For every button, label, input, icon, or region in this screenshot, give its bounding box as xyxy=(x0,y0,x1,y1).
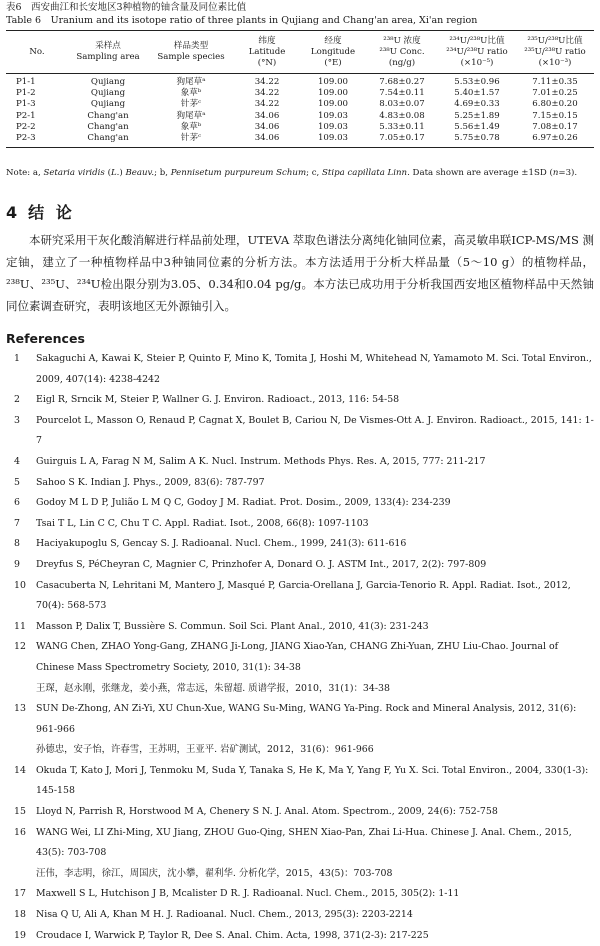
reference-citation: Nisa Q U, Ali A, Khan M H. J. Radioanal. Nucl. Chem., 2013, 295(3): 2203-2214 xyxy=(36,909,413,921)
table-row xyxy=(6,122,594,133)
table-cell: P2-1 xyxy=(16,110,36,121)
table-cell: 7.08±0.17 xyxy=(532,121,578,132)
reference-citation: WANG Chen, ZHAO Yong-Gang, ZHANG Ji-Long, JIANG Xiao-Yan, CHANG Zhi-Yuan, ZHU Liu-Chao. Journal of Chinese Mass Spectrometry Society, 2010, 31(1): 34-38 xyxy=(36,641,559,673)
table-cell: 8.03±0.07 xyxy=(379,99,425,110)
table-header-row xyxy=(6,31,594,74)
table-cell: 7.54±0.11 xyxy=(379,88,425,99)
table-row xyxy=(6,133,594,148)
table-cell: 6.80±0.20 xyxy=(532,99,578,110)
table-cell: 109.00 xyxy=(317,77,349,87)
reference-citation: Godoy M L D P, Julião L M Q C, Godoy J M. Radiat. Prot. Dosim., 2009, 133(4): 234-239 xyxy=(36,497,451,509)
reference-text xyxy=(36,802,594,823)
reference-text xyxy=(36,926,594,946)
reference-text xyxy=(36,473,594,494)
table-header-cell xyxy=(6,31,68,74)
table-cell: 109.00 xyxy=(317,88,349,99)
table-header-line: 采样点 xyxy=(95,41,121,51)
table-row xyxy=(6,74,594,89)
reference-citation: Haciyakupoglu S, Gencay S. J. Radioanal. Nucl. Chem., 1999, 241(3): 611-616 xyxy=(36,538,407,550)
table-row xyxy=(6,88,594,99)
reference-text xyxy=(36,493,594,514)
reference-citation: Guirguis L A, Farag N M, Salim A K. Nucl. Instrum. Methods Phys. Res. A, 2015, 777: 211-217 xyxy=(36,455,486,467)
reference-text xyxy=(36,823,594,885)
table-header-line: Longitude xyxy=(310,46,356,57)
table-header-line: 样品类型 xyxy=(173,41,209,51)
reference-number: 6 xyxy=(14,497,20,509)
reference-number: 14 xyxy=(14,764,26,776)
reference-item xyxy=(6,637,594,699)
table-cell: 5.40±1.57 xyxy=(454,88,500,99)
table-header-line: (ng/g) xyxy=(388,57,416,68)
reference-citation: Dreyfus S, PéCheyran C, Magnier C, Prinzhofer A, Donard O. J. ASTM Int., 2017, 2(2): 797-809 xyxy=(36,558,487,570)
reference-item xyxy=(6,576,594,617)
table-cell: Chang'an xyxy=(87,121,129,132)
table-header-line: 纬度 xyxy=(258,35,276,46)
reference-citation: Maxwell S L, Hutchison J B, Mcalister D R. J. Radioanal. Nucl. Chem., 2015, 305(2): 1-11 xyxy=(36,888,460,900)
table-header-cell xyxy=(68,31,148,74)
reference-text xyxy=(36,576,594,617)
table-header-cell xyxy=(366,31,438,74)
reference-item xyxy=(6,617,594,638)
table-cell: 5.33±0.11 xyxy=(379,121,425,132)
reference-citation: Okuda T, Kato J, Mori J, Tenmoku M, Suda Y, Tanaka S, He K, Ma Y, Yang F, Yu X. Sci. Total Environ., 2004, 330(1-3): 145-158 xyxy=(36,764,589,797)
table-cell: 7.05±0.17 xyxy=(366,133,438,148)
table-cell: 针茅ᶜ xyxy=(180,99,202,110)
reference-number: 10 xyxy=(14,579,26,591)
reference-number: 19 xyxy=(14,929,26,941)
table-cell: 5.56±1.49 xyxy=(454,121,500,132)
table-header-cell xyxy=(148,31,234,74)
references-heading: References xyxy=(6,331,85,346)
table-cell: Qujiang xyxy=(90,99,126,110)
reference-number: 17 xyxy=(14,888,26,900)
table-cell: 5.25±1.89 xyxy=(454,110,500,121)
reference-number: 5 xyxy=(14,476,20,488)
reference-number: 4 xyxy=(14,455,20,467)
reference-citation: Croudace I, Warwick P, Taylor R, Dee S. Anal. Chim. Acta, 1998, 371(2-3): 217-225 xyxy=(36,929,429,941)
table-cell: 象草ᵇ xyxy=(180,88,202,99)
reference-item xyxy=(6,514,594,535)
reference-citation: Sakaguchi A, Kawai K, Steier P, Quinto F, Mino K, Tomita J, Hoshi M, Whitehead N, Yamamoto M. Sci. Total Environ., 2009, 407(14): 4238-4242 xyxy=(36,353,592,385)
table-cell: 34.22 xyxy=(254,77,280,87)
reference-citation: Pourcelot L, Masson O, Renaud P, Cagnat X, Boulet B, Cariou N, De Vismes-Ott A. J. Environ. Radioact., 2015, 141: 1-7 xyxy=(36,414,594,447)
reference-number: 8 xyxy=(14,538,20,550)
reference-citation: Lloyd N, Parrish R, Horstwood M A, Chenery S N. J. Anal. Atom. Spectrom., 2009, 24(6): 752-758 xyxy=(36,806,498,818)
table-cell: Chang'an xyxy=(68,133,148,148)
table-cell: 象草ᵇ xyxy=(180,121,202,132)
table-cell: P1-2 xyxy=(16,88,36,99)
table-row xyxy=(6,111,594,122)
uranium-isotope-table xyxy=(6,30,594,148)
reference-number: 15 xyxy=(14,806,26,818)
table-header-line: (×10⁻⁵) xyxy=(460,57,494,68)
section-title: 结 论 xyxy=(28,203,75,222)
reference-item xyxy=(6,473,594,494)
table-header-line: (°E) xyxy=(324,57,342,68)
table-cell: 34.22 xyxy=(254,99,280,110)
table-header-cell xyxy=(234,31,300,74)
table-cell: 4.69±0.33 xyxy=(454,99,500,110)
section-heading xyxy=(6,200,83,223)
table-cell: 34.22 xyxy=(254,88,280,99)
reference-citation: SUN De-Zhong, AN Zi-Yi, XU Chun-Xue, WANG Su-Ming, WANG Ya-Ping. Rock and Mineral Analysis, 2012, 31(6): 961-966 xyxy=(36,703,577,735)
table-header-line: ²³⁸U Conc. xyxy=(379,46,425,57)
table-header-line: Sampling area xyxy=(76,52,140,62)
reference-number: 2 xyxy=(14,394,20,406)
table-cell: 109.03 xyxy=(317,110,349,121)
table-cell: P1-1 xyxy=(16,77,36,87)
reference-text xyxy=(36,514,594,535)
reference-text xyxy=(36,905,594,926)
reference-text xyxy=(36,884,594,905)
table-cell: 109.03 xyxy=(317,121,349,132)
table-header-line: (×10⁻³) xyxy=(538,57,572,68)
reference-item xyxy=(6,534,594,555)
table-body xyxy=(6,74,594,148)
reference-item xyxy=(6,802,594,823)
reference-item xyxy=(6,926,594,946)
table-header-line: ²³⁴U/²³⁸U比值 xyxy=(449,35,505,46)
table-cell: 狗尾草ᵃ xyxy=(176,110,206,121)
reference-item xyxy=(6,823,594,885)
reference-number: 16 xyxy=(14,826,26,838)
reference-item xyxy=(6,555,594,576)
reference-citation: Masson P, Dalix T, Bussière S. Commun. Soil Sci. Plant Anal., 2010, 41(3): 231-243 xyxy=(36,620,429,632)
table-cell: 7.11±0.35 xyxy=(532,77,578,87)
table-header-cell xyxy=(300,31,366,74)
table-cell: Chang'an xyxy=(87,110,129,121)
reference-citation: Tsai T L, Lin C C, Chu T C. Appl. Radiat. Isot., 2008, 66(8): 1097-1103 xyxy=(36,517,369,529)
reference-item xyxy=(6,349,594,390)
table-header-line: ²³⁴U/²³⁸U ratio xyxy=(446,46,508,57)
table-cell: 34.06 xyxy=(254,110,280,121)
table-cell: P2-3 xyxy=(6,133,68,148)
reference-text xyxy=(36,699,594,761)
reference-citation: Eigl R, Srncik M, Steier P, Wallner G. J. Environ. Radioact., 2013, 116: 54-58 xyxy=(36,394,400,406)
reference-item xyxy=(6,411,594,452)
reference-item xyxy=(6,884,594,905)
reference-number: 11 xyxy=(14,620,26,632)
table-caption-en: Table 6 Uranium and its isotope ratio of three plants in Qujiang and Chang'an area, Xi'an region xyxy=(6,15,478,26)
references-list xyxy=(6,349,594,946)
reference-text xyxy=(36,349,594,390)
reference-item xyxy=(6,905,594,926)
reference-number: 9 xyxy=(14,558,20,570)
table-note: Note: a, Setaria viridis (L.) Beauv.; b, Pennisetum purpureum Schum; c, Stipa capillata Linn. Data shown are average ±1SD (n=3). xyxy=(6,168,578,178)
table-header-line: Latitude xyxy=(248,46,286,57)
table-header-cell xyxy=(438,31,516,74)
reference-text xyxy=(36,411,594,452)
reference-item xyxy=(6,493,594,514)
reference-text xyxy=(36,555,594,576)
table-cell: 7.01±0.25 xyxy=(532,88,578,99)
table-cell: 针茅ᶜ xyxy=(148,133,234,148)
table-cell: 109.00 xyxy=(317,99,349,110)
table-cell: P1-3 xyxy=(16,99,36,110)
reference-citation: Sahoo S K. Indian J. Phys., 2009, 83(6): 787-797 xyxy=(36,476,265,488)
reference-text xyxy=(36,617,594,638)
table-header-cell xyxy=(516,31,594,74)
table-header-line: ²³⁵U/²³⁸U比值 xyxy=(527,35,583,46)
reference-citation: WANG Wei, LI Zhi-Ming, XU Jiang, ZHOU Guo-Qing, SHEN Xiao-Pan, Zhai Li-Hua. Chinese J. Anal. Chem., 2015, 43(5): 703-708 xyxy=(36,826,572,859)
reference-number: 12 xyxy=(14,641,26,653)
reference-item xyxy=(6,761,594,802)
conclusion-paragraph: 本研究采用干灰化酸消解进行样品前处理，UTEVA 萃取色谱法分离纯化铀同位素，高灵敏串联ICP-MS/MS 测定铀，建立了一种植物样品中3种铀同位素的分析方法。本方法适用于分析大样品量（5～10 g）的植物样品，²³⁸U、²³⁵U、²³⁴U检出限分别为3.05、0.34和0.04 pg/g。本方法已成功用于分析我国西安地区植物样品中天然铀同位素调查研究，表明该地区无外源铀引入。 xyxy=(6,233,594,313)
table-cell: 34.06 xyxy=(254,121,280,132)
table-header-line: Sample species xyxy=(157,52,225,62)
reference-text xyxy=(36,452,594,473)
table-cell: Qujiang xyxy=(90,77,126,87)
table-cell: P2-2 xyxy=(16,121,36,132)
reference-number: 1 xyxy=(14,353,20,364)
table-caption-zh: 表6 西安曲江和长安地区3种植物的铀含量及同位素比值 xyxy=(6,2,247,13)
table-cell: 109.03 xyxy=(300,133,366,148)
reference-citation-zh: 汪伟，李志明，徐江，周国庆，沈小攀，翟利华. 分析化学，2015，43(5)：703-708 xyxy=(36,867,393,879)
table-cell: Qujiang xyxy=(90,88,126,99)
table-cell: 7.68±0.27 xyxy=(379,77,425,87)
table-cell: 5.53±0.96 xyxy=(454,77,500,87)
table-cell: 34.06 xyxy=(234,133,300,148)
reference-citation-zh: 王琛，赵永刚，张继龙，姜小燕，常志远，朱留超. 质谱学报，2010，31(1)：34-38 xyxy=(36,682,390,694)
table-cell: 4.83±0.08 xyxy=(379,110,425,121)
table-header-line: ²³⁵U/²³⁸U ratio xyxy=(524,46,586,57)
reference-citation: Casacuberta N, Lehritani M, Mantero J, Masqué P, Garcia-Orellana J, Garcia-Tenorio R. Appl. Radiat. Isot., 2012, 70(4): 568-573 xyxy=(36,579,571,612)
reference-number: 3 xyxy=(14,414,20,426)
table-header-line: No. xyxy=(29,46,45,57)
table-header-line: (°N) xyxy=(257,57,277,68)
reference-text xyxy=(36,534,594,555)
table-cell: 狗尾草ᵃ xyxy=(176,77,206,87)
reference-item xyxy=(6,699,594,761)
reference-item xyxy=(6,390,594,411)
table-row xyxy=(6,99,594,110)
reference-item xyxy=(6,452,594,473)
reference-number: 13 xyxy=(14,703,26,715)
reference-text xyxy=(36,637,594,699)
table-header-line: 经度 xyxy=(324,35,342,46)
table-cell: 7.15±0.15 xyxy=(532,110,578,121)
reference-citation-zh: 孙德忠，安子怡，许春雪，王苏明，王亚平. 岩矿测试，2012，31(6)：961-966 xyxy=(36,744,374,756)
table-cell: 6.97±0.26 xyxy=(516,133,594,148)
table-header-line: ²³⁸U 浓度 xyxy=(383,35,421,46)
table-cell: 5.75±0.78 xyxy=(438,133,516,148)
reference-number: 18 xyxy=(14,909,26,921)
reference-number: 7 xyxy=(14,517,20,529)
section-number: 4 xyxy=(6,203,21,222)
reference-text xyxy=(36,390,594,411)
reference-text xyxy=(36,761,594,802)
